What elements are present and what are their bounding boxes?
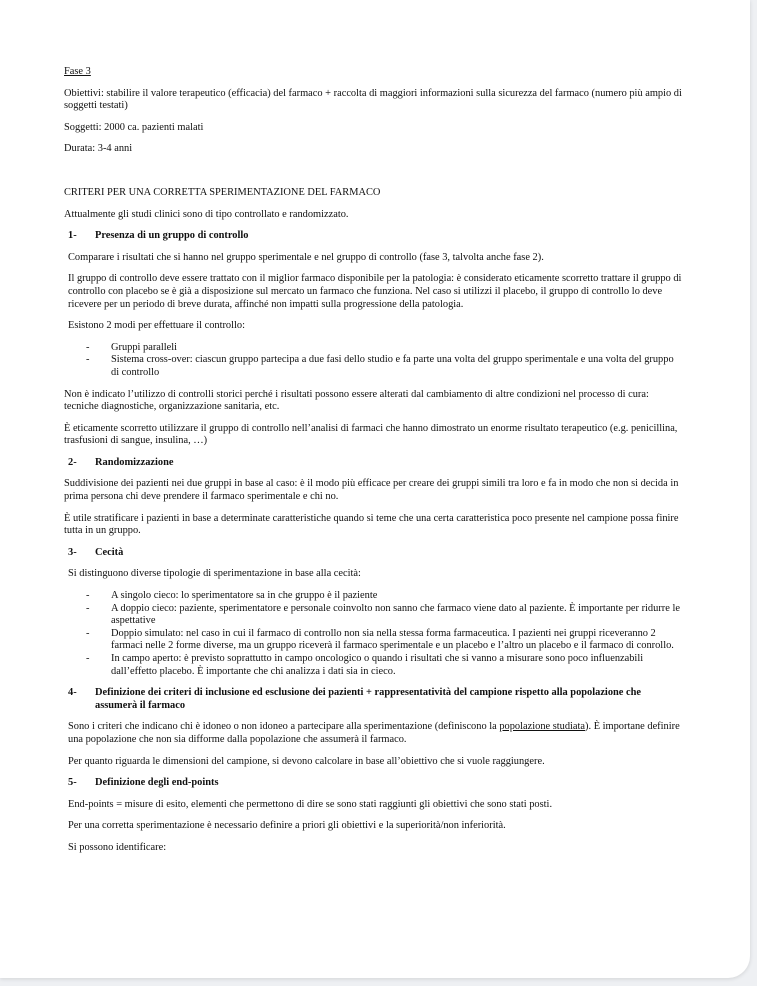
paragraph: Si distinguono diverse tipologie di sperimentazione in base alla cecità: (68, 568, 361, 580)
paragraph: Esistono 2 modi per effettuare il controllo: (68, 320, 245, 332)
section-1-heading (64, 230, 684, 243)
section-number: 5- (68, 777, 77, 789)
paragraph: Per quanto riguarda le dimensioni del campione, si devono calcolare in base all’obiettivo che si vuole raggiungere. (68, 755, 545, 767)
paragraph: End-points = misure di esito, elementi che permettono di dire se sono stati raggiunti gli obiettivi che sono stati posti. (68, 798, 553, 810)
paragraph: È utile stratificare i pazienti in base a determinate caratteristiche quando si teme che una certa caratteristica poco presente nel campione possa finire tutta in un gruppo. (64, 512, 679, 537)
section-2-heading (64, 457, 684, 470)
paragraph: Non è indicato l’utilizzo di controlli storici perché i risultati possono essere alterati dal cambiamento di altre condizioni nel processo di cura: tecniche diagnostiche, organizzazione sanitaria, etc. (64, 388, 649, 413)
section-title: Randomizzazione (95, 456, 174, 468)
control-methods-list (64, 342, 684, 380)
fase3-title: Fase 3 (64, 66, 91, 77)
criteri-title: CRITERI PER UNA CORRETTA SPERIMENTAZIONE DEL FARMACO (64, 186, 381, 198)
paragraph: Si possono identificare: (68, 841, 167, 853)
list-item: - A singolo cieco: lo sperimentatore sa in che gruppo è il paziente (86, 590, 378, 602)
section-number: 2- (68, 456, 77, 468)
paragraph: Per una corretta sperimentazione è necessario definire a priori gli obiettivi e la superiorità/non inferiorità. (68, 820, 506, 832)
list-item: - Gruppi paralleli (86, 341, 178, 353)
list-item: - Doppio simulato: nel caso in cui il farmaco di controllo non sia nella stessa forma farmaceutica. I pazienti nei gruppi riceveranno 2 farmaci nelle 2 forme diverse, ma un gruppo riceverà il farmaco sperimentale e un placebo e l’altro un placebo e il farmaco di conrollo. (86, 627, 674, 652)
list-item: - In campo aperto: è previsto soprattutto in campo oncologico o quando i risultati che si vanno a misurare sono poco influenzabili dall’effetto placebo. È importante che chi analizza i dati sia in cieco. (86, 653, 644, 677)
section-3-heading (64, 547, 684, 560)
underlined-term: popolazione studiata (499, 721, 586, 733)
paragraph: Comparare i risultati che si hanno nel gruppo sperimentale e nel gruppo di controllo (fase 3, talvolta anche fase 2). (68, 251, 544, 263)
paragraph: Sono i criteri che indicano chi è idoneo o non idoneo a partecipare alla sperimentazione (definiscono la popolazione studiata). È importane definire una popolazione che non sia difforme dalla popolazione che assumerà il farmaco. (68, 721, 680, 745)
fase3-durata: Durata: 3-4 anni (64, 143, 133, 155)
list-item: - A doppio cieco: paziente, sperimentatore e personale coinvolto non sanno che farmaco viene dato al paziente. È importante per ridurre le aspettative (86, 602, 680, 627)
paragraph: Suddivisione dei pazienti nei due gruppi in base al caso: è il modo più efficace per creare dei gruppi simili tra loro e fa in modo che non si decida in prima persona chi deve prendere il farmaco sperimentale e chi no. (64, 478, 679, 503)
section-number: 4- (68, 687, 77, 699)
criteri-intro: Attualmente gli studi clinici sono di tipo controllato e randomizzato. (64, 208, 349, 220)
section-title: Presenza di un gruppo di controllo (95, 230, 249, 242)
section-title: Definizione degli end-points (95, 777, 219, 789)
list-item: - Sistema cross-over: ciascun gruppo partecipa a due fasi dello studio e fa parte una volta del gruppo sperimentale e una volta del gruppo di controllo (86, 354, 674, 378)
section-5-heading (64, 777, 684, 790)
section-title: Definizione dei criteri di inclusione ed esclusione dei pazienti + rappresentatività del campione rispetto alla popolazione che assumerà il farmaco (95, 687, 642, 711)
paragraph: Il gruppo di controllo deve essere trattato con il miglior farmaco disponibile per la patologia: è considerato eticamente scorretto trattare il gruppo di controllo con placebo se è già a disposizione sul mercato un farmaco che funziona. Nel caso si utilizzi il placebo, il gruppo di controllo lo deve ricevere per un periodo di breve durata, affinché non impatti sulla progressione della patologia. (68, 273, 682, 310)
paragraph: È eticamente scorretto utilizzare il gruppo di controllo nell’analisi di farmaci che hanno dimostrato un enorme risultato terapeutico (e.g. penicillina, trasfusioni di sangue, insulina, …) (64, 422, 678, 447)
section-number: 1- (68, 230, 77, 242)
blinding-types-list (64, 590, 684, 678)
fase3-obiettivi: Obiettivi: stabilire il valore terapeutico (efficacia) del farmaco + raccolta di maggiori informazioni sulla sicurezza del farmaco (numero più ampio di soggetti testati) (64, 87, 682, 112)
section-4-heading (64, 687, 684, 712)
fase3-soggetti: Soggetti: 2000 ca. pazienti malati (64, 121, 204, 133)
document-body (64, 66, 684, 864)
section-title: Cecità (95, 546, 124, 558)
section-number: 3- (68, 546, 77, 558)
